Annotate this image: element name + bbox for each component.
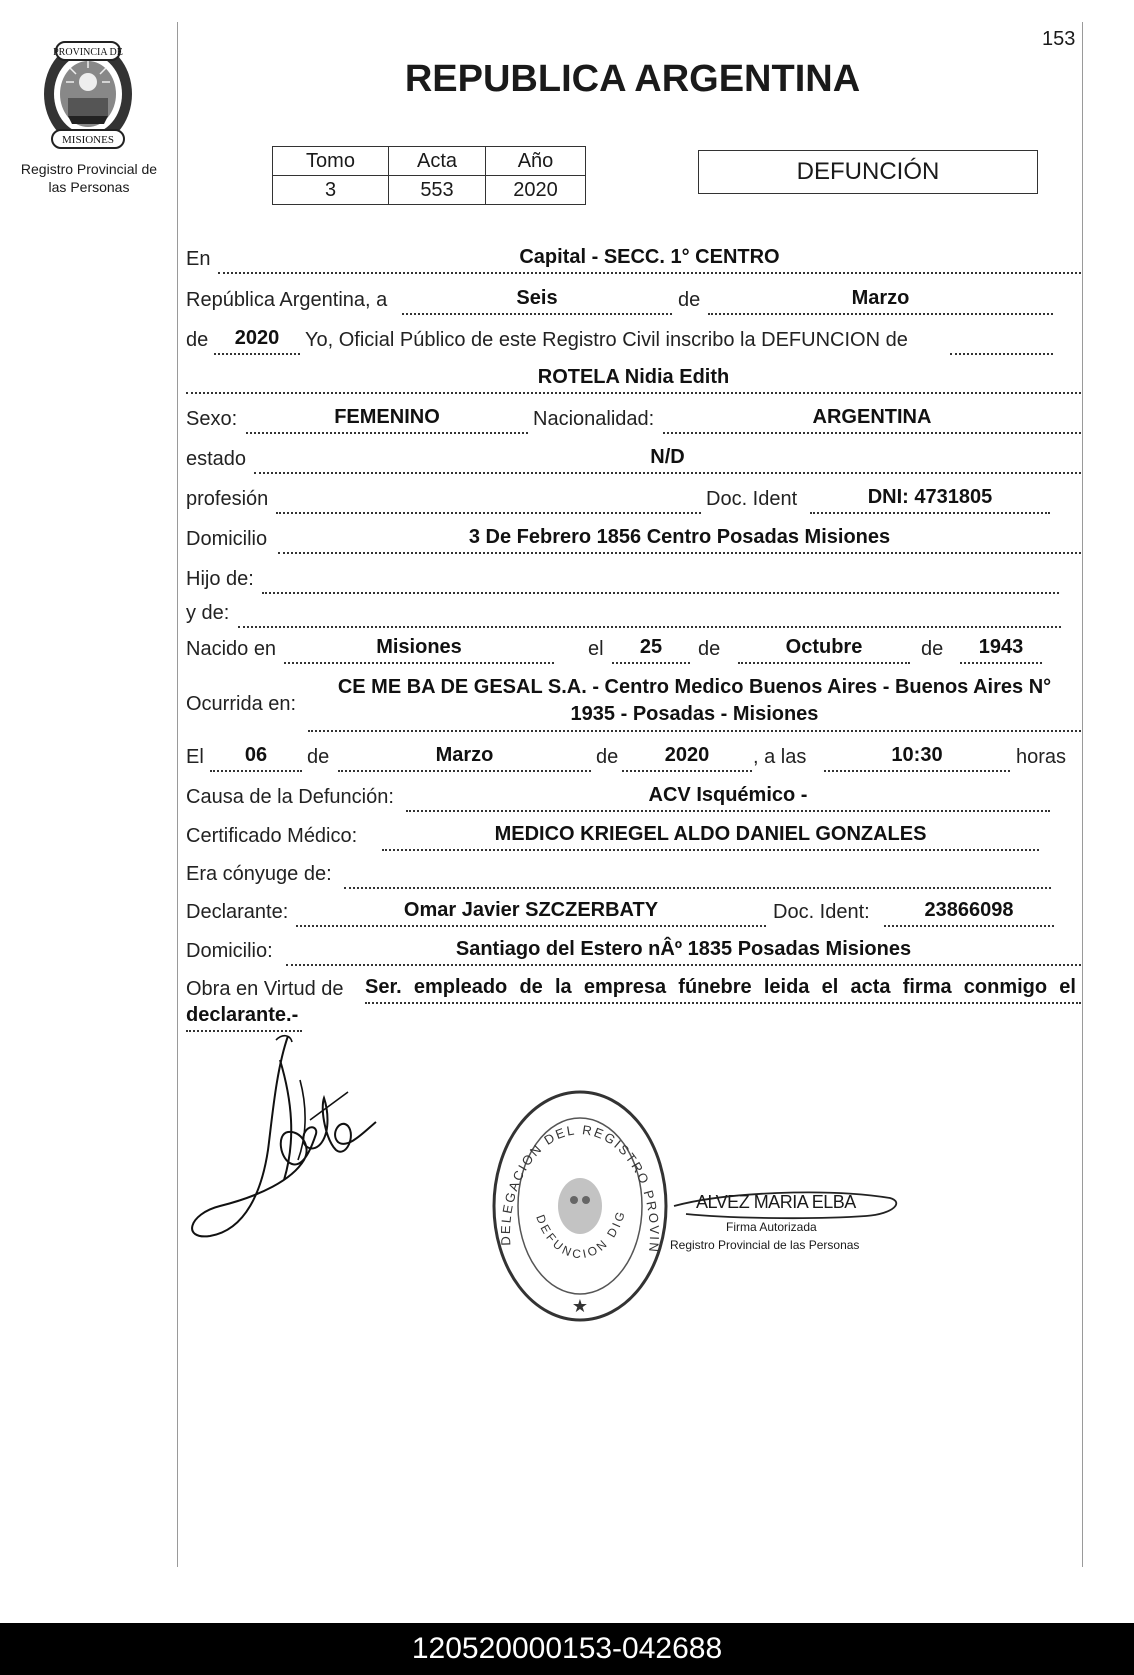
declarante-dotline [296, 925, 766, 927]
profesion-label: profesión [186, 488, 269, 510]
de-label: de [678, 289, 701, 311]
yde-label: y de: [186, 602, 230, 624]
authorized-title: Firma Autorizada [726, 1220, 817, 1234]
hijo-label: Hijo de: [186, 568, 254, 590]
cert-label: Certificado Médico: [186, 825, 358, 847]
ocurrida-line1: CE ME BA DE GESAL S.A. - Centro Medico Buenos Aires - Buenos Aires N° [337, 676, 1052, 698]
causa-label: Causa de la Defunción: [186, 786, 394, 808]
causa-value: ACV Isquémico - [648, 784, 808, 806]
authorized-name: ALVEZ MARIA ELBA [696, 1192, 856, 1212]
doc-dotline [810, 512, 1050, 514]
republica-label: República Argentina, a [186, 289, 388, 311]
deceased-name: ROTELA Nidia Edith [537, 366, 730, 388]
month-value: Marzo [851, 287, 910, 309]
profesion-dotline [276, 512, 701, 514]
domicilio-dotline [278, 552, 1081, 554]
en-label: En [186, 248, 211, 270]
yde-dotline [238, 626, 1061, 628]
ocurrida-line2: 1935 - Posadas - Misiones [570, 703, 819, 725]
table-value-ano: 2020 [486, 176, 586, 205]
registry-name: Registro Provincial de las Personas [20, 161, 158, 195]
coat-of-arms-emblem [38, 32, 138, 150]
estado-value: N/D [650, 446, 685, 468]
table-value-tomo: 3 [273, 176, 389, 205]
domicilio-label: Domicilio [186, 528, 268, 550]
official-stamp [490, 1088, 670, 1324]
decl-dom-label: Domicilio: [186, 940, 273, 962]
coat-top-text: PROVINCIA DE [53, 47, 123, 58]
decl-doc-value: 23866098 [924, 899, 1014, 921]
hijo-dotline [262, 592, 1059, 594]
birthplace-value: Misiones [376, 636, 462, 658]
nacionalidad-label: Nacionalidad: [533, 408, 655, 430]
left-margin-line [177, 22, 178, 1567]
official-dotline [950, 353, 1053, 355]
el-label: el [588, 638, 604, 660]
authorized-office: Registro Provincial de las Personas [670, 1238, 860, 1252]
death-de-label: de [307, 746, 330, 768]
cert-value: MEDICO KRIEGEL ALDO DANIEL GONZALES [494, 823, 927, 845]
en-dotline [218, 272, 1081, 274]
estado-dotline [254, 472, 1081, 474]
death-month-value: Marzo [435, 744, 494, 766]
day-dotline [402, 313, 672, 315]
conyuge-dotline [344, 887, 1051, 889]
birth-de2-label: de [921, 638, 944, 660]
right-margin-line [1082, 22, 1083, 1567]
death-de2-label: de [596, 746, 619, 768]
obra-dotline [365, 1002, 1081, 1004]
birth-de-label: de [698, 638, 721, 660]
table-header-tomo: Tomo [273, 147, 389, 176]
de2-label: de [186, 329, 209, 351]
name-dotline [186, 392, 1081, 394]
year-dotline [214, 353, 300, 355]
barcode-number: 120520000153-042688 [0, 1623, 1134, 1675]
table-value-acta: 553 [389, 176, 486, 205]
death-el-label: El [186, 746, 204, 768]
nacido-dotline [284, 662, 554, 664]
sexo-label: Sexo: [186, 408, 238, 430]
year-value: 2020 [234, 327, 280, 349]
sexo-value: FEMENINO [334, 406, 440, 428]
cert-dotline [382, 849, 1039, 851]
stamp-ring-text: DELEGACION DEL REGISTRO PROVIN [497, 1122, 663, 1255]
death-time-value: 10:30 [891, 744, 943, 766]
causa-dotline [406, 810, 1050, 812]
declarante-label: Declarante: [186, 901, 289, 923]
obra-value-line1: Ser. empleado de la empresa fúnebre leida el acta firma conmigo el [365, 976, 1076, 998]
stamp-star-icon: ★ [571, 1296, 589, 1316]
obra-label: Obra en Virtud de [186, 978, 344, 1000]
decl-doc-label: Doc. Ident: [773, 901, 870, 923]
death-day-value: 06 [244, 744, 268, 766]
birth-year-dotline [960, 662, 1042, 664]
ocurrida-dotline [308, 730, 1081, 732]
death-year-value: 2020 [664, 744, 710, 766]
declarant-signature [180, 1030, 380, 1250]
horas-label: horas [1016, 746, 1067, 768]
table-header-acta: Acta [389, 147, 486, 176]
place-value: Capital - SECC. 1° CENTRO [519, 246, 780, 268]
death-month-dotline [338, 770, 591, 772]
decl-dom-dotline [286, 964, 1081, 966]
birth-day-dotline [612, 662, 690, 664]
birth-day-value: 25 [639, 636, 663, 658]
nacionalidad-value: ARGENTINA [812, 406, 932, 428]
month-dotline [708, 313, 1053, 315]
doc-label: Doc. Ident [706, 488, 798, 510]
obra-value-line2: declarante.- [186, 1004, 299, 1026]
record-type-box: DEFUNCIÓN [698, 150, 1038, 194]
decl-doc-dotline [884, 925, 1054, 927]
record-number-table [272, 146, 586, 205]
page-title: REPUBLICA ARGENTINA [404, 58, 861, 100]
birth-month-dotline [738, 662, 910, 664]
estado-label: estado [186, 448, 247, 470]
doc-value: DNI: 4731805 [867, 486, 993, 508]
table-header-ano: Año [486, 147, 586, 176]
death-time-dotline [824, 770, 1010, 772]
alas-label: , a las [753, 746, 807, 768]
authorization-block [666, 1184, 906, 1264]
birth-month-value: Octubre [785, 636, 863, 658]
birth-year-value: 1943 [978, 636, 1024, 658]
day-value: Seis [516, 287, 558, 309]
nacionalidad-dotline [663, 432, 1081, 434]
decl-dom-value: Santiago del Estero nÂº 1835 Posadas Misiones [455, 938, 912, 960]
death-day-dotline [210, 770, 302, 772]
domicilio-value: 3 De Febrero 1856 Centro Posadas Misiones [468, 526, 891, 548]
stamp-inner-text: DEFUNCION DIG [533, 1207, 629, 1262]
ocurrida-label: Ocurrida en: [186, 693, 297, 715]
declarante-value: Omar Javier SZCZERBATY [403, 899, 659, 921]
official-statement: Yo, Oficial Público de este Registro Civil inscribo la DEFUNCION de [305, 329, 908, 351]
coat-bottom-text: MISIONES [62, 134, 114, 146]
conyuge-label: Era cónyuge de: [186, 863, 332, 885]
death-year-dotline [622, 770, 752, 772]
sexo-dotline [246, 432, 528, 434]
nacido-label: Nacido en [186, 638, 277, 660]
page-number: 153 [1042, 28, 1076, 50]
